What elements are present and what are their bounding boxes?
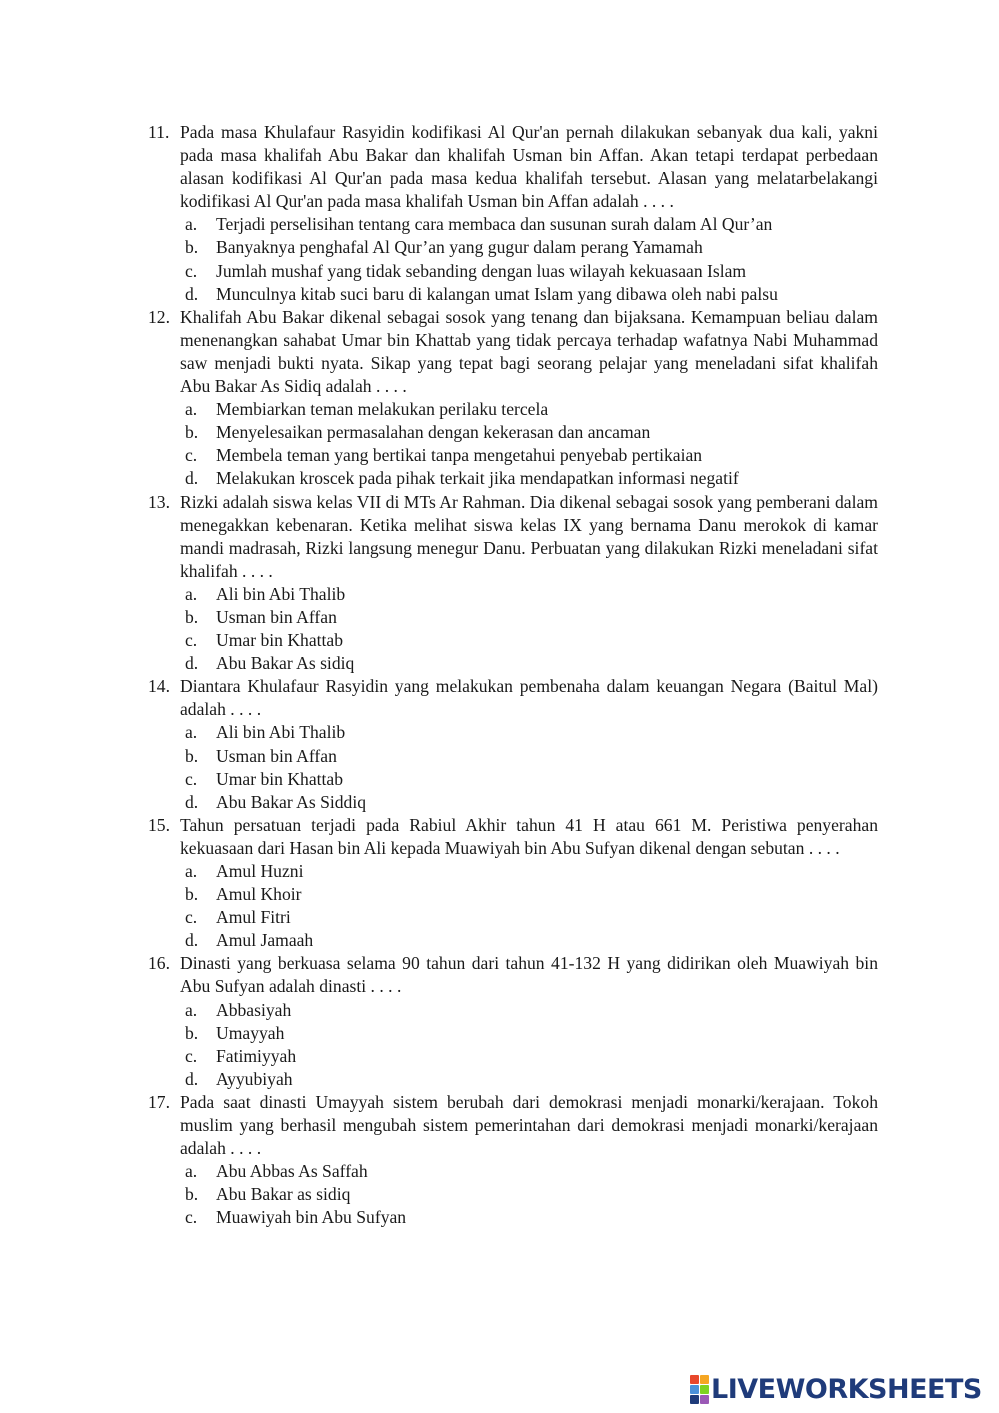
answer-option [148, 652, 878, 675]
answer-option [148, 236, 878, 259]
option-text: Umar bin Khattab [216, 768, 344, 789]
option-text: Ali bin Abi Thalib [216, 583, 346, 604]
question-number: 13. [148, 491, 170, 512]
option-letter: b. [185, 745, 199, 766]
option-text: Umayyah [216, 1022, 285, 1043]
option-text: Fatimiyyah [216, 1045, 297, 1066]
liveworksheets-logo [690, 1374, 982, 1404]
question-item [148, 491, 878, 676]
option-text: Membiarkan teman melakukan perilaku tercela [216, 399, 549, 420]
option-letter: b. [185, 1022, 199, 1043]
option-letter: a. [185, 999, 198, 1020]
question-number: 15. [148, 814, 170, 835]
question-text: Khalifah Abu Bakar dikenal sebagai sosok yang tenang dan bijaksana. Kemampuan beliau dalam menenangkan sahabat Umar bin Khattab yang tidak percaya terhadap wafatnya Nabi Muhammad saw menjadi bukti nyata. Sikap yang tepat bagi seorang pelajar yang meneladani sifat khalifah Abu Bakar As Sidiq adalah . . . . [180, 306, 878, 397]
option-letter: b. [185, 422, 199, 443]
option-letter: b. [185, 1184, 199, 1205]
answer-option [148, 791, 878, 814]
option-letter: d. [185, 283, 199, 304]
question-item [148, 952, 878, 1091]
option-letter: c. [185, 1207, 198, 1228]
option-text: Ayyubiyah [216, 1068, 293, 1089]
answer-option [148, 1068, 878, 1091]
question-row [148, 675, 878, 721]
question-row [148, 121, 878, 213]
question-text: Pada saat dinasti Umayyah sistem berubah dari demokrasi menjadi monarki/kerajaan. Tokoh muslim yang berhasil mengubah sistem pemerintahan dari demokrasi menjadi monarki/kerajaan adalah . . . . [180, 1091, 878, 1159]
answer-option [148, 444, 878, 467]
question-row [148, 306, 878, 398]
answer-option [148, 606, 878, 629]
logo-mark-square [690, 1375, 699, 1384]
option-letter: a. [185, 722, 198, 743]
option-letter: a. [185, 583, 198, 604]
option-text: Munculnya kitab suci baru di kalangan umat Islam yang dibawa oleh nabi palsu [216, 283, 778, 304]
option-text: Ali bin Abi Thalib [216, 722, 346, 743]
answer-option [148, 467, 878, 490]
option-letter: b. [185, 884, 199, 905]
answer-option [148, 1183, 878, 1206]
question-number: 17. [148, 1091, 170, 1112]
question-text: Rizki adalah siswa kelas VII di MTs Ar Rahman. Dia dikenal sebagai sosok yang pemberani dalam menegakkan kebenaran. Ketika melihat siswa kelas IX yang bernama Danu merokok di kamar mandi madrasah, Rizki langsung menegur Danu. Perbuatan yang dilakukan Rizki meneladani sifat khalifah . . . . [180, 491, 878, 581]
answer-option [148, 421, 878, 444]
option-text: Amul Jamaah [216, 930, 314, 951]
answer-option [148, 583, 878, 606]
answer-option [148, 283, 878, 306]
question-item [148, 121, 878, 306]
question-row [148, 814, 878, 860]
option-letter: d. [185, 1068, 199, 1089]
question-text: Tahun persatuan terjadi pada Rabiul Akhir tahun 41 H atau 661 M. Peristiwa penyerahan kekuasaan dari Hasan bin Ali kepada Muawiyah bin Abu Sufyan dikenal dengan sebutan . . . . [180, 814, 878, 858]
option-letter: d. [185, 791, 199, 812]
question-item [148, 814, 878, 953]
option-text: Abu Bakar As Siddiq [216, 791, 367, 812]
answer-option [148, 929, 878, 952]
option-text: Abbasiyah [216, 999, 292, 1020]
option-letter: d. [185, 468, 199, 489]
answer-option [148, 1160, 878, 1183]
option-text: Usman bin Affan [216, 606, 337, 627]
question-number: 16. [148, 953, 170, 974]
answer-option [148, 398, 878, 421]
logo-text: LIVEWORKSHEETS [711, 1373, 982, 1405]
logo-mark-square [690, 1385, 699, 1394]
question-list [148, 121, 878, 1230]
question-number: 11. [148, 122, 170, 142]
option-letter: a. [185, 214, 198, 235]
question-row [148, 1091, 878, 1160]
option-text: Umar bin Khattab [216, 630, 344, 651]
answer-option [148, 768, 878, 791]
logo-mark-square [690, 1395, 699, 1404]
option-text: Abu Bakar As sidiq [216, 653, 355, 674]
question-number: 12. [148, 306, 170, 327]
option-text: Amul Khoir [216, 884, 302, 905]
option-letter: a. [185, 1161, 198, 1182]
option-text: Usman bin Affan [216, 745, 337, 766]
option-letter: d. [185, 930, 199, 951]
question-text: Dinasti yang berkuasa selama 90 tahun dari tahun 41-132 H yang didirikan oleh Muawiyah bin Abu Sufyan adalah dinasti . . . . [180, 953, 878, 997]
answer-option [148, 721, 878, 744]
question-number: 14. [148, 676, 170, 697]
logo-mark-square [700, 1385, 709, 1394]
option-text: Terjadi perselisihan tentang cara membaca dan susunan surah dalam Al Qur’an [216, 214, 773, 235]
answer-option [148, 629, 878, 652]
answer-option [148, 260, 878, 283]
question-item [148, 675, 878, 814]
option-text: Muawiyah bin Abu Sufyan [216, 1207, 407, 1228]
option-letter: c. [185, 1045, 198, 1066]
option-letter: a. [185, 399, 198, 420]
option-text: Amul Huzni [216, 861, 304, 881]
option-text: Banyaknya penghafal Al Qur’an yang gugur dalam perang Yamamah [216, 237, 703, 258]
answer-option [148, 1022, 878, 1045]
option-text: Membela teman yang bertikai tanpa mengetahui penyebab pertikaian [216, 445, 703, 466]
logo-mark-square [700, 1375, 709, 1384]
option-letter: a. [185, 861, 198, 881]
option-text: Menyelesaikan permasalahan dengan kekerasan dan ancaman [216, 422, 651, 443]
option-text: Abu Bakar as sidiq [216, 1184, 351, 1205]
option-letter: c. [185, 260, 198, 281]
question-row [148, 952, 878, 998]
answer-option [148, 745, 878, 768]
option-letter: d. [185, 653, 199, 674]
option-letter: c. [185, 630, 198, 651]
question-text: Pada masa Khulafaur Rasyidin kodifikasi Al Qur'an pernah dilakukan sebanyak dua kali, yakni pada masa khalifah Abu Bakar dan khalifah Usman bin Affan. Akan tetapi terdapat perbedaan alasan kodifikasi Al Qur'an pada masa kedua khalifah tersebut. Alasan yang melatarbelakangi kodifikasi Al Qur'an pada masa khalifah Usman bin Affan adalah . . . . [180, 122, 878, 212]
answer-option [148, 860, 878, 883]
option-letter: c. [185, 768, 198, 789]
option-text: Jumlah mushaf yang tidak sebanding dengan luas wilayah kekuasaan Islam [216, 260, 747, 281]
answer-option [148, 999, 878, 1022]
answer-option [148, 1206, 878, 1229]
question-item [148, 306, 878, 491]
option-letter: c. [185, 907, 198, 928]
question-row [148, 491, 878, 583]
question-text: Diantara Khulafaur Rasyidin yang melakukan pembenaha dalam keuangan Negara (Baitul Mal) adalah . . . . [180, 676, 878, 720]
option-text: Melakukan kroscek pada pihak terkait jika mendapatkan informasi negatif [216, 468, 739, 489]
answer-option [148, 906, 878, 929]
answer-option [148, 1045, 878, 1068]
logo-mark-square [700, 1395, 709, 1404]
option-letter: b. [185, 606, 199, 627]
option-letter: c. [185, 445, 198, 466]
option-text: Amul Fitri [216, 907, 291, 928]
answer-option [148, 883, 878, 906]
question-item [148, 1091, 878, 1230]
answer-option [148, 213, 878, 236]
option-letter: b. [185, 237, 199, 258]
option-text: Abu Abbas As Saffah [216, 1161, 368, 1182]
logo-mark-icon [690, 1375, 709, 1404]
